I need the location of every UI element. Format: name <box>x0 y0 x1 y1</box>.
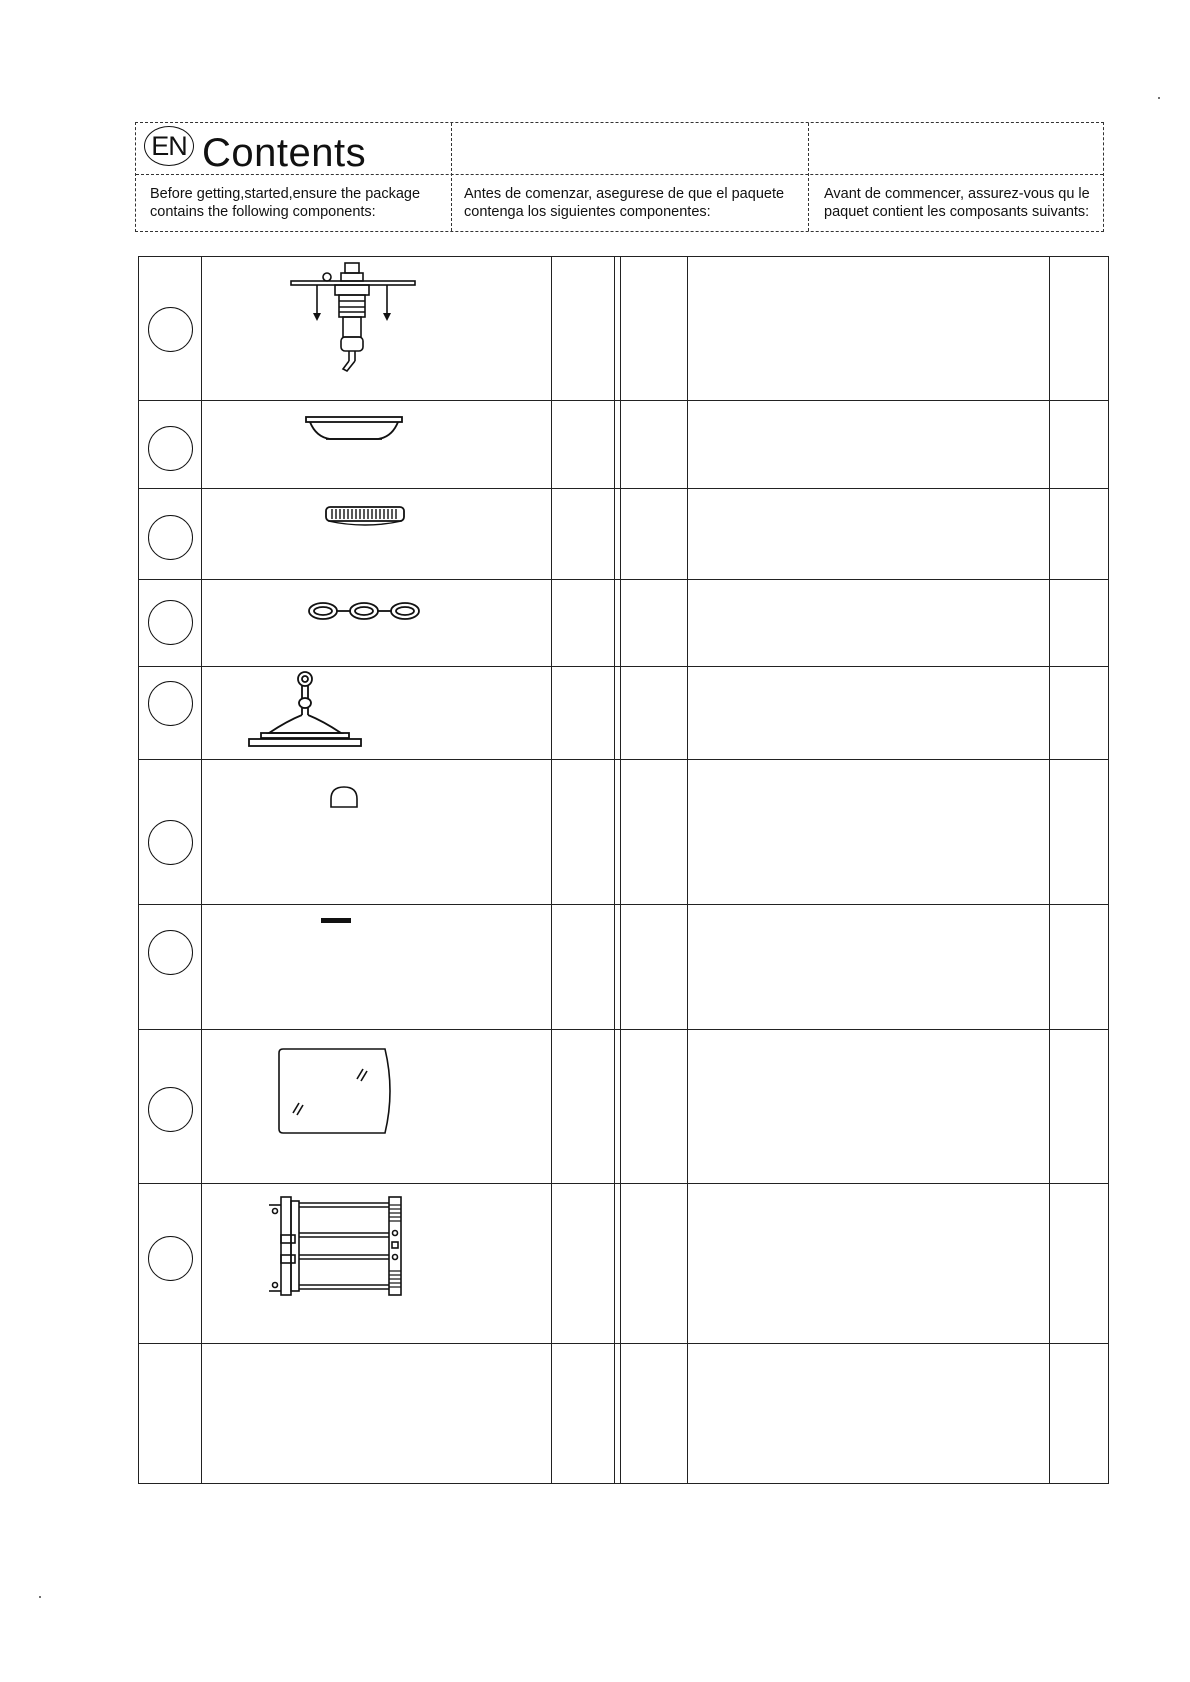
glass-shade-icon <box>277 1045 397 1137</box>
header-divider <box>808 123 809 231</box>
table-grid-line <box>139 488 1108 489</box>
language-badge: EN <box>144 126 194 166</box>
table-grid-line <box>139 666 1108 667</box>
item-number-circle <box>148 1236 193 1281</box>
item-number-circle <box>148 600 193 645</box>
parts-table <box>138 256 1109 1484</box>
scan-mark <box>39 1596 41 1598</box>
bulb-icon <box>328 785 360 811</box>
instructions-english <box>150 185 420 221</box>
table-grid-line <box>139 904 1108 905</box>
fixture-top-icon <box>247 669 367 751</box>
instructions-french <box>824 185 1090 221</box>
page-title: Contents <box>202 131 367 175</box>
contents-header <box>135 122 1104 232</box>
item-number-circle <box>148 681 193 726</box>
instructions-spanish <box>464 185 784 221</box>
table-grid-line <box>551 257 552 1483</box>
table-grid-line <box>139 400 1108 401</box>
item-number-circle <box>148 307 193 352</box>
canopy-icon <box>304 415 404 449</box>
table-grid-line <box>139 1183 1108 1184</box>
mounting-assembly-icon <box>289 261 419 373</box>
table-grid-line <box>139 759 1108 760</box>
table-grid-line <box>201 257 202 1483</box>
instructions-line: Avant de commencer, assurez-vous qu le <box>824 186 1090 202</box>
item-number-circle <box>148 1087 193 1132</box>
table-grid-line <box>614 257 615 1483</box>
fixture-frame-icon <box>267 1191 409 1301</box>
item-number-circle <box>148 426 193 471</box>
instructions-line: Antes de comenzar, asegurese de que el paquete <box>464 186 785 202</box>
table-grid-line <box>139 579 1108 580</box>
item-number-circle <box>148 515 193 560</box>
rod-icon <box>319 917 355 925</box>
table-grid-line <box>139 1029 1108 1030</box>
item-number-circle <box>148 930 193 975</box>
instructions-line: paquet contient les composants suivants: <box>824 204 1090 220</box>
canopy-ring-icon <box>324 505 406 529</box>
instructions-line: contenga los siguientes componentes: <box>464 204 711 220</box>
instructions-line: contains the following components: <box>150 204 376 220</box>
header-divider <box>451 123 452 231</box>
item-number-circle <box>148 820 193 865</box>
table-grid-line <box>139 1343 1108 1344</box>
table-grid-line <box>620 257 621 1483</box>
chain-icon <box>307 599 422 623</box>
scan-mark <box>1158 97 1160 99</box>
table-grid-line <box>1049 257 1050 1483</box>
instructions-line: Before getting,started,ensure the package <box>150 186 421 202</box>
table-grid-line <box>687 257 688 1483</box>
